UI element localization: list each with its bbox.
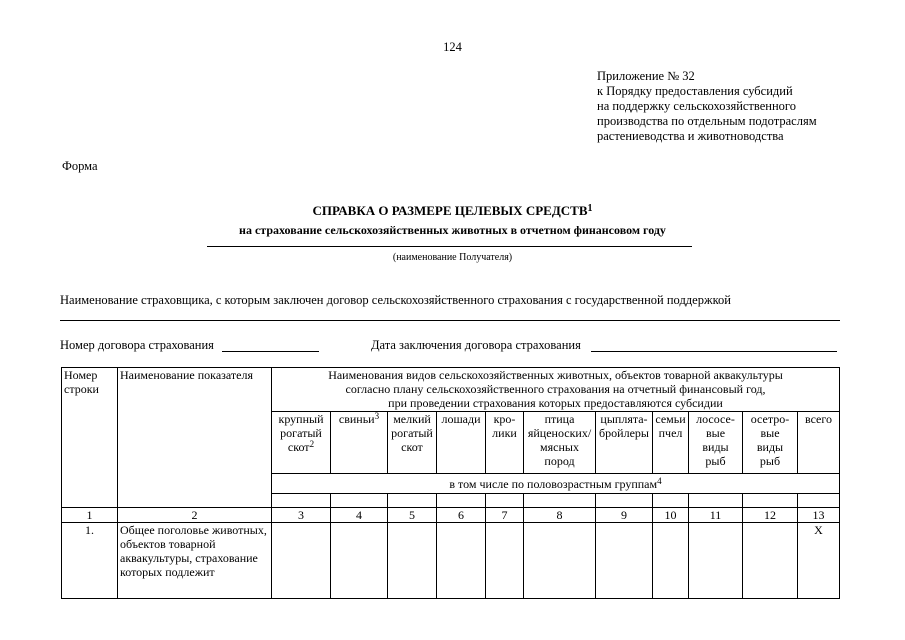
column-header-line: лошади — [441, 412, 481, 426]
column-header-line: виды — [756, 440, 784, 454]
blank-cell — [689, 494, 743, 508]
blank-cell — [596, 494, 653, 508]
column-header — [437, 412, 486, 474]
form-label: Форма — [62, 159, 98, 173]
column-header-line: мелкий — [393, 412, 431, 426]
column-header — [798, 412, 840, 474]
table-cell — [272, 523, 331, 599]
column-header-line: рогатый — [280, 426, 322, 440]
blank-cell — [486, 494, 524, 508]
column-header-line: всего — [804, 412, 833, 426]
document-title — [0, 203, 905, 218]
table-cell — [653, 523, 689, 599]
column-header-line: пород — [544, 454, 575, 468]
page-number: 124 — [443, 40, 462, 54]
column-header-line: рогатый — [391, 426, 433, 440]
column-header-line: лики — [492, 426, 517, 440]
header-group-line: при проведении страхования которых предоставляются субсидии — [388, 396, 723, 410]
table-cell — [596, 523, 653, 599]
appendix-line: на поддержку сельскохозяйственного — [597, 99, 796, 113]
appendix-line: Приложение № 32 — [597, 69, 695, 83]
title-text: СПРАВКА О РАЗМЕРЕ ЦЕЛЕВЫХ СРЕДСТВ — [312, 203, 588, 218]
column-footnote: 2 — [309, 439, 315, 449]
blank-cell — [798, 494, 840, 508]
column-header-line: мясных — [540, 440, 579, 454]
row-indicator: Общее поголовье животных, объектов товарной аквакультуры, страхование которых подлежит — [118, 523, 272, 599]
column-number: 2 — [118, 508, 272, 523]
column-number: 4 — [331, 508, 388, 523]
subsidy-table — [61, 367, 840, 599]
column-header-line: скот$^2$ — [287, 439, 315, 454]
column-header-line: рыб — [759, 454, 781, 468]
recipient-name-line[interactable] — [207, 246, 692, 247]
title-footnote: 1 — [587, 203, 593, 214]
appendix-note — [597, 69, 817, 144]
column-header — [653, 412, 689, 474]
header-indicator: Наименование показателя — [118, 368, 272, 508]
column-number: 7 — [486, 508, 524, 523]
blank-cell — [653, 494, 689, 508]
column-header-line: свиньи$^3$ — [338, 411, 380, 426]
column-header-line: виды — [702, 440, 729, 454]
column-header-line: вые — [705, 426, 726, 440]
blank-cell — [437, 494, 486, 508]
table-cell — [743, 523, 798, 599]
column-header — [689, 412, 743, 474]
column-header-line: кро- — [493, 412, 516, 426]
table-cell — [437, 523, 486, 599]
column-header — [743, 412, 798, 474]
contract-number-line[interactable] — [222, 351, 319, 352]
table-cell — [524, 523, 596, 599]
column-header-line: пчел — [658, 426, 683, 440]
column-header — [331, 412, 388, 474]
column-header-line: рыб — [705, 454, 726, 468]
column-numbers-row — [62, 508, 840, 523]
column-header — [596, 412, 653, 474]
appendix-line: растениеводства и животноводства — [597, 129, 784, 143]
column-header — [486, 412, 524, 474]
blank-cell — [331, 494, 388, 508]
header-group-line: согласно плану сельскохозяйственного страхования на отчетный финансовый год, — [345, 382, 766, 396]
header-group — [272, 368, 840, 412]
insurer-label: Наименование страховщика, с которым заключен договор сельскохозяйственного страхования с государственной поддержкой — [60, 293, 731, 307]
document-subtitle: на страхование сельскохозяйственных животных в отчетном финансовом году — [239, 223, 666, 237]
contract-date-label: Дата заключения договора страхования — [371, 338, 581, 352]
subgroup-footnote: 4 — [657, 475, 662, 486]
column-header-line: крупный — [278, 412, 324, 426]
blank-cell — [388, 494, 437, 508]
column-header-line: яйценоских/ — [527, 426, 592, 440]
blank-cell — [743, 494, 798, 508]
column-header-line: семьи — [655, 412, 686, 426]
table-cell: Х — [798, 523, 840, 599]
row-number: 1. — [62, 523, 118, 599]
column-number: 3 — [272, 508, 331, 523]
column-number: 11 — [689, 508, 743, 523]
table-row — [62, 523, 840, 599]
table-cell — [689, 523, 743, 599]
column-header-line: осетро- — [750, 412, 790, 426]
column-header — [388, 412, 437, 474]
recipient-caption: (наименование Получателя) — [392, 252, 513, 263]
table-cell — [331, 523, 388, 599]
column-footnote: 3 — [374, 411, 380, 421]
column-header-line: цыплята- — [600, 412, 648, 426]
column-number: 9 — [596, 508, 653, 523]
table-cell — [388, 523, 437, 599]
contract-date-line[interactable] — [591, 351, 837, 352]
column-number: 12 — [743, 508, 798, 523]
contract-number-label: Номер договора страхования — [60, 338, 214, 352]
column-header-line: лососе- — [696, 412, 735, 426]
appendix-line: к Порядку предоставления субсидий — [597, 84, 793, 98]
appendix-line: производства по отдельным подотраслям — [597, 114, 817, 128]
column-header-line: птица — [544, 412, 575, 426]
column-number: 13 — [798, 508, 840, 523]
blank-cell — [524, 494, 596, 508]
column-number: 8 — [524, 508, 596, 523]
column-header — [272, 412, 331, 474]
subgroup-label — [272, 474, 840, 494]
insurer-name-line[interactable] — [60, 320, 840, 321]
column-header-line: скот — [401, 440, 423, 454]
header-group-line: Наименования видов сельскохозяйственных животных, объектов товарной аквакультуры — [328, 368, 783, 382]
subgroup-text: в том числе по половозрастным группам — [449, 476, 658, 491]
header-row-number: Номер строки — [62, 368, 118, 508]
column-number: 6 — [437, 508, 486, 523]
column-number: 5 — [388, 508, 437, 523]
table-cell — [486, 523, 524, 599]
column-header — [524, 412, 596, 474]
blank-cell — [272, 494, 331, 508]
column-header-line: бройлеры — [599, 426, 649, 440]
column-number: 1 — [62, 508, 118, 523]
column-number: 10 — [653, 508, 689, 523]
column-header-line: вые — [760, 426, 780, 440]
